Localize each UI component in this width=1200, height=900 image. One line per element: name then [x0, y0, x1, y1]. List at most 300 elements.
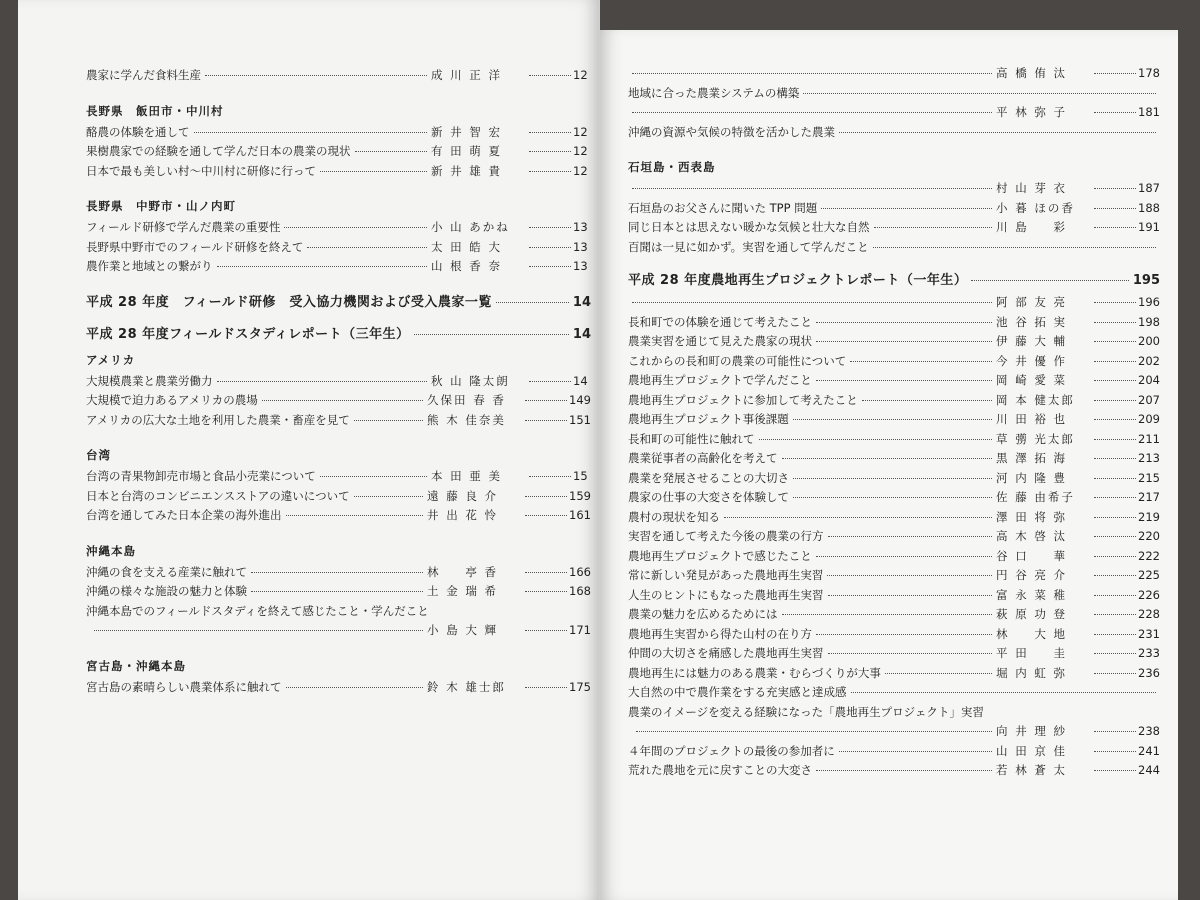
part-heading: [628, 271, 1160, 293]
leader-dots: [827, 575, 992, 576]
toc-entry: [86, 142, 591, 162]
part-heading-title: 平成 28 年度フィールドスタディレポート（三年生）: [86, 326, 410, 342]
leader-dots: [1094, 419, 1136, 420]
entry-page: 225: [1138, 568, 1160, 582]
toc-entry: [86, 391, 591, 411]
leader-dots: [1094, 322, 1136, 323]
entry-title: 長和町の可能性に触れて: [628, 431, 755, 446]
leader-dots: [839, 751, 992, 752]
leader-dots: [632, 188, 992, 189]
leader-dots: [529, 266, 571, 267]
leader-dots: [194, 132, 428, 133]
toc-entry: [628, 488, 1160, 508]
entry-title: 農地再生には魅力のある農業・むらづくりが大事: [628, 665, 881, 680]
entry-title: 酪農の体験を通して: [86, 124, 190, 139]
entry-page: 209: [1138, 412, 1160, 426]
entry-title: 日本と台湾のコンビニエンスストアの違いについて: [86, 488, 350, 503]
entry-title: 農作業と地域との繋がり: [86, 259, 213, 273]
leader-dots: [971, 280, 1128, 281]
left-toc: [86, 66, 591, 697]
toc-entry: [86, 411, 591, 431]
leader-dots: [1094, 227, 1136, 228]
leader-dots: [286, 515, 424, 516]
entry-title: 農業のイメージを変える経験になった「農地再生プロジェクト」実習: [628, 704, 984, 719]
entry-author: 新 井 雄 貴: [431, 163, 502, 178]
leader-dots: [828, 536, 993, 537]
entry-page: 204: [1138, 373, 1160, 387]
entry-page: 13: [573, 259, 588, 273]
toc-entry: [628, 313, 1160, 333]
entry-title: 百聞は一見に如かず。実習を通して学んだこと: [628, 239, 869, 254]
entry-author: 太 田 皓 大: [431, 239, 502, 254]
entry-title: 宮古島の素晴らしい農業体系に触れて: [86, 679, 282, 694]
entry-title: 農村の現状を知る: [628, 509, 720, 524]
leader-dots: [1094, 380, 1136, 381]
entry-author: 今 井 優 作: [996, 353, 1068, 368]
leader-dots: [1094, 556, 1136, 557]
entry-page: 202: [1138, 353, 1160, 368]
entry-title: 農地再生プロジェクトで感じたこと: [628, 548, 812, 563]
toc-entry: [628, 586, 1160, 606]
leader-dots: [839, 132, 1156, 133]
leader-dots: [828, 653, 993, 654]
part-heading-page: 14: [572, 326, 591, 342]
entry-title: 農地再生実習から得た山村の在り方: [628, 626, 812, 641]
entry-page: 12: [573, 163, 588, 178]
entry-page: 149: [569, 393, 591, 407]
leader-dots: [320, 171, 427, 172]
entry-title: 台湾の青果物卸売市場と食品小売業について: [86, 469, 316, 483]
leader-dots: [354, 420, 423, 421]
toc-entry: [628, 683, 1160, 703]
section-heading: 台湾: [86, 448, 111, 462]
entry-author: 新 井 智 宏: [431, 124, 502, 139]
toc-entry: [86, 238, 591, 258]
entry-author: 林 亭 香: [427, 564, 499, 579]
toc-entry: [628, 547, 1160, 567]
entry-title: 人生のヒントにもなった農地再生実習: [628, 587, 824, 602]
entry-author: 川 田 裕 也: [996, 412, 1068, 426]
entry-page: 217: [1138, 490, 1160, 504]
toc-entry: [628, 605, 1160, 625]
leader-dots: [636, 731, 992, 732]
entry-page: 222: [1138, 548, 1160, 563]
leader-dots: [284, 227, 427, 228]
entry-page: 168: [569, 584, 591, 598]
toc-entry: [628, 761, 1160, 781]
entry-title: 農家に学んだ食料生産: [86, 68, 201, 82]
toc-entry: [86, 372, 591, 392]
toc-entry: [86, 123, 591, 143]
leader-dots: [816, 556, 992, 557]
entry-page: 175: [569, 679, 591, 694]
entry-author: 若 林 蒼 太: [996, 763, 1068, 777]
entry-page: 200: [1138, 334, 1160, 348]
entry-author: 遠 藤 良 介: [427, 488, 499, 503]
entry-page: 191: [1138, 220, 1160, 234]
entry-page: 12: [573, 124, 588, 139]
toc-entry: [628, 430, 1160, 450]
entry-author: 小 島 大 輝: [427, 623, 499, 637]
leader-dots: [525, 515, 567, 516]
leader-dots: [251, 591, 423, 592]
leader-dots: [874, 227, 993, 228]
entry-author: 熊 木 佳奈美: [427, 412, 506, 427]
toc-entry: [628, 199, 1160, 219]
leader-dots: [821, 208, 992, 209]
part-heading-page: 14: [572, 294, 591, 310]
toc-entry: [628, 84, 1160, 104]
leader-dots: [1094, 73, 1136, 74]
toc-entry: [628, 449, 1160, 469]
entry-title: 大規模農業と農業労働力: [86, 373, 213, 388]
leader-dots: [1094, 458, 1136, 459]
toc-entry: [86, 66, 591, 86]
leader-dots: [632, 73, 992, 74]
entry-title: 農地再生プロジェクトに参加して考えたこと: [628, 392, 858, 407]
part-heading-page: 195: [1132, 273, 1160, 288]
leader-dots: [1094, 751, 1136, 752]
toc-entry: [628, 103, 1160, 123]
leader-dots: [262, 400, 423, 401]
leader-dots: [251, 572, 423, 573]
entry-title: 果樹農家での経験を通して学んだ日本の農業の現状: [86, 144, 351, 158]
toc-entry: [628, 64, 1160, 84]
entry-author: 山 根 香 奈: [431, 259, 502, 273]
toc-entry: [628, 644, 1160, 664]
entry-author: 円 谷 亮 介: [996, 568, 1068, 582]
leader-dots: [1094, 188, 1136, 189]
toc-entry: [628, 664, 1160, 684]
leader-dots: [307, 247, 427, 248]
toc-entry: [628, 123, 1160, 143]
toc-entry: [86, 162, 591, 182]
entry-author: 本 田 亜 美: [431, 469, 502, 483]
entry-author: 向 井 理 紗: [996, 724, 1068, 738]
leader-dots: [1094, 439, 1136, 440]
toc-entry: [628, 410, 1160, 430]
entry-author: 小 暮 ほの香: [996, 200, 1075, 215]
leader-dots: [205, 75, 427, 76]
toc-entry: [628, 742, 1160, 762]
leader-dots: [525, 572, 567, 573]
leader-dots: [1094, 614, 1136, 615]
leader-dots: [525, 400, 567, 401]
leader-dots: [1094, 208, 1136, 209]
leader-dots: [286, 687, 424, 688]
section-heading: アメリカ: [86, 352, 136, 367]
entry-author: 土 金 瑞 希: [427, 584, 499, 598]
entry-page: 188: [1138, 200, 1160, 215]
toc-entry: [628, 527, 1160, 547]
entry-author: 成 川 正 洋: [431, 68, 502, 82]
entry-title: 日本で最も美しい村～中川村に研修に行って: [86, 163, 316, 178]
entry-title: ４年間のプロジェクトの最後の参加者に: [628, 743, 835, 758]
entry-title: 沖縄の様々な施設の魅力と体験: [86, 584, 247, 598]
leader-dots: [529, 171, 571, 172]
leader-dots: [1094, 302, 1136, 303]
entry-title: 大自然の中で農作業をする充実感と達成感: [628, 685, 847, 699]
toc-entry: [628, 566, 1160, 586]
entry-page: 228: [1138, 607, 1160, 621]
entry-author: 高 木 啓 汰: [996, 529, 1068, 543]
toc-entry-long: [86, 602, 591, 622]
entry-title: 大規模で迫力あるアメリカの農場: [86, 393, 258, 407]
toc-entry: [86, 582, 591, 602]
entry-page: 236: [1138, 665, 1160, 680]
toc-entry: [628, 293, 1160, 313]
entry-page: 15: [573, 469, 588, 483]
entry-title: 常に新しい発見があった農地再生実習: [628, 568, 824, 582]
entry-author: 堀 内 虹 弥: [996, 665, 1068, 680]
leader-dots: [816, 770, 992, 771]
leader-dots: [320, 476, 427, 477]
section-heading: 長野県 飯田市・中川村: [86, 103, 224, 118]
leader-dots: [816, 322, 992, 323]
entry-author: 秋 山 隆太朗: [431, 373, 510, 388]
toc-entry: [86, 257, 591, 277]
toc-entry: [628, 508, 1160, 528]
entry-author: 川 島 彩: [996, 220, 1068, 234]
entry-page: 231: [1138, 626, 1160, 641]
entry-title: 農業の魅力を広めるためには: [628, 607, 778, 621]
entry-page: 196: [1138, 295, 1160, 309]
leader-dots: [529, 247, 571, 248]
leader-dots: [724, 517, 992, 518]
toc-entry: [86, 563, 591, 583]
leader-dots: [525, 591, 567, 592]
toc-entry: [628, 391, 1160, 411]
entry-title: アメリカの広大な土地を利用した農業・畜産を見て: [86, 412, 350, 427]
leader-dots: [529, 132, 571, 133]
section-heading: 長野県 中野市・山ノ内町: [86, 199, 236, 213]
leader-dots: [94, 630, 423, 631]
entry-title: 長野県中野市でのフィールド研修を終えて: [86, 239, 304, 254]
leader-dots: [525, 496, 567, 497]
leader-dots: [1094, 112, 1136, 113]
entry-title: フィールド研修で学んだ農業の重要性: [86, 220, 281, 234]
entry-author: 林 大 地: [996, 626, 1068, 641]
leader-dots: [850, 361, 992, 362]
toc-entry-long-cont: [86, 621, 591, 641]
toc-entry: [628, 352, 1160, 372]
entry-page: 219: [1138, 509, 1160, 524]
leader-dots: [873, 247, 1156, 248]
part-heading-title: 平成 28 年度 フィールド研修 受入協力機関および受入農家一覧: [86, 294, 492, 310]
leader-dots: [632, 302, 992, 303]
leader-dots: [529, 75, 571, 76]
entry-title: 沖縄本島でのフィールドスタディを終えて感じたこと・学んだこと: [86, 603, 429, 618]
leader-dots: [529, 381, 571, 382]
toc-entry: [86, 678, 591, 698]
entry-title: 農業従事者の高齢化を考えて: [628, 451, 778, 465]
leader-dots: [1094, 497, 1136, 498]
entry-title: 仲間の大切さを痛感した農地再生実習: [628, 646, 824, 660]
entry-page: 211: [1138, 431, 1160, 446]
entry-author: 鈴 木 雄士郎: [427, 679, 506, 694]
entry-page: 244: [1138, 763, 1160, 777]
entry-author: 井 出 花 怜: [427, 508, 499, 522]
leader-dots: [782, 614, 993, 615]
entry-title: 農業実習を通じて見えた農家の現状: [628, 334, 812, 348]
toc-entry: [628, 218, 1160, 238]
entry-title: 沖縄の食を支える産業に触れて: [86, 564, 247, 579]
entry-author: 久保田 春 香: [427, 393, 506, 407]
leader-dots: [414, 334, 569, 335]
entry-title: 台湾を通してみた日本企業の海外進出: [86, 508, 282, 522]
entry-page: 13: [573, 239, 588, 254]
entry-page: 198: [1138, 314, 1160, 329]
leader-dots: [217, 266, 428, 267]
entry-author: 黒 澤 拓 海: [996, 451, 1068, 465]
entry-page: 241: [1138, 743, 1160, 758]
entry-page: 14: [573, 373, 588, 388]
leader-dots: [793, 419, 992, 420]
entry-title: 長和町での体験を通じて考えたこと: [628, 314, 812, 329]
toc-entry: [628, 238, 1160, 258]
leader-dots: [816, 380, 992, 381]
entry-page: 161: [569, 508, 591, 522]
entry-page: 238: [1138, 724, 1160, 738]
leader-dots: [1094, 595, 1136, 596]
left-page: [18, 0, 600, 900]
leader-dots: [529, 476, 571, 477]
entry-author: 岡 崎 愛 菜: [996, 373, 1068, 387]
entry-page: 166: [569, 564, 591, 579]
part-heading-title: 平成 28 年度農地再生プロジェクトレポート（一年生）: [628, 273, 968, 288]
part-heading: [86, 325, 591, 347]
entry-page: 215: [1138, 470, 1160, 485]
right-page: [600, 30, 1178, 900]
entry-author: 谷 口 華: [996, 548, 1068, 563]
entry-page: 178: [1138, 66, 1160, 80]
leader-dots: [885, 673, 992, 674]
entry-page: 181: [1138, 105, 1160, 119]
entry-title: 農業を発展させることの大切さ: [628, 470, 789, 485]
leader-dots: [759, 439, 993, 440]
entry-author: 村 山 芽 衣: [996, 181, 1068, 195]
leader-dots: [1094, 770, 1136, 771]
toc-entry: [628, 179, 1160, 199]
toc-entry: [628, 625, 1160, 645]
toc-entry: [628, 332, 1160, 352]
entry-page: 151: [569, 412, 591, 427]
entry-title: 地域に合った農業システムの構築: [628, 85, 800, 100]
leader-dots: [632, 112, 992, 113]
toc-entry: [86, 467, 591, 487]
entry-page: 159: [569, 488, 591, 503]
leader-dots: [1094, 517, 1136, 518]
leader-dots: [529, 151, 571, 152]
leader-dots: [1094, 361, 1136, 362]
entry-author: 河 内 隆 豊: [996, 470, 1068, 485]
leader-dots: [529, 227, 571, 228]
entry-author: 草 彅 光太郎: [996, 431, 1075, 446]
leader-dots: [793, 497, 992, 498]
entry-page: 233: [1138, 646, 1160, 660]
entry-page: 213: [1138, 451, 1160, 465]
entry-author: 山 田 京 佳: [996, 743, 1068, 758]
leader-dots: [816, 341, 992, 342]
leader-dots: [525, 687, 567, 688]
leader-dots: [525, 630, 567, 631]
entry-author: 有 田 萌 夏: [431, 144, 502, 158]
entry-page: 207: [1138, 392, 1160, 407]
entry-author: 高 橋 侑 汰: [996, 66, 1068, 80]
leader-dots: [1094, 673, 1136, 674]
toc-entry-long-cont: [628, 722, 1160, 742]
toc-entry-long: [628, 703, 1160, 723]
entry-author: 阿 部 友 亮: [996, 295, 1068, 309]
entry-page: 12: [573, 68, 588, 82]
toc-entry: [86, 506, 591, 526]
entry-title: 農家の仕事の大変さを体験して: [628, 490, 789, 504]
leader-dots: [217, 381, 428, 382]
leader-dots: [782, 458, 993, 459]
leader-dots: [496, 302, 569, 303]
leader-dots: [828, 595, 993, 596]
entry-page: 12: [573, 144, 588, 158]
leader-dots: [525, 420, 567, 421]
entry-title: これからの長和町の農業の可能性について: [628, 353, 847, 368]
leader-dots: [851, 692, 1157, 693]
right-toc: [628, 64, 1160, 781]
entry-author: 平 林 弥 子: [996, 105, 1068, 119]
section-heading: 宮古島・沖縄本島: [86, 658, 186, 673]
entry-title: 石垣島のお父さんに聞いた TPP 問題: [628, 200, 818, 215]
toc-entry: [628, 371, 1160, 391]
entry-page: 226: [1138, 587, 1160, 602]
leader-dots: [1094, 653, 1136, 654]
leader-dots: [862, 400, 992, 401]
leader-dots: [803, 93, 1156, 94]
leader-dots: [355, 151, 428, 152]
entry-title: 農地再生プロジェクト事後課題: [628, 412, 789, 426]
entry-author: 伊 藤 大 輔: [996, 334, 1068, 348]
leader-dots: [1094, 341, 1136, 342]
entry-author: 池 谷 拓 実: [996, 314, 1068, 329]
toc-entry: [628, 469, 1160, 489]
leader-dots: [793, 478, 992, 479]
leader-dots: [1094, 731, 1136, 732]
entry-page: 187: [1138, 181, 1160, 195]
entry-title: 同じ日本とは思えない暖かな気候と壮大な自然: [628, 220, 870, 234]
entry-author: 平 田 圭: [996, 646, 1068, 660]
entry-author: 萩 原 功 登: [996, 607, 1068, 621]
leader-dots: [1094, 536, 1136, 537]
entry-page: 220: [1138, 529, 1160, 543]
section-heading: 沖縄本島: [86, 543, 136, 558]
entry-title: 沖縄の資源や気候の特徴を活かした農業: [628, 124, 835, 139]
entry-title: 荒れた農地を元に戻すことの大変さ: [628, 763, 812, 777]
entry-author: 小 山 あかね: [431, 220, 510, 234]
entry-page: 171: [569, 623, 591, 637]
part-heading: [86, 293, 591, 315]
toc-entry: [86, 487, 591, 507]
entry-page: 13: [573, 220, 588, 234]
entry-title: 農地再生プロジェクトで学んだこと: [628, 373, 812, 387]
entry-author: 富 永 菜 稚: [996, 587, 1068, 602]
leader-dots: [1094, 634, 1136, 635]
entry-author: 澤 田 将 弥: [996, 509, 1068, 524]
entry-author: 佐 藤 由希子: [996, 490, 1075, 504]
leader-dots: [1094, 400, 1136, 401]
entry-title: 実習を通して考えた今後の農業の行方: [628, 529, 824, 543]
leader-dots: [816, 634, 992, 635]
section-heading: 石垣島・西表島: [628, 160, 716, 174]
spacer: [86, 277, 591, 283]
entry-author: 岡 本 健太郎: [996, 392, 1075, 407]
